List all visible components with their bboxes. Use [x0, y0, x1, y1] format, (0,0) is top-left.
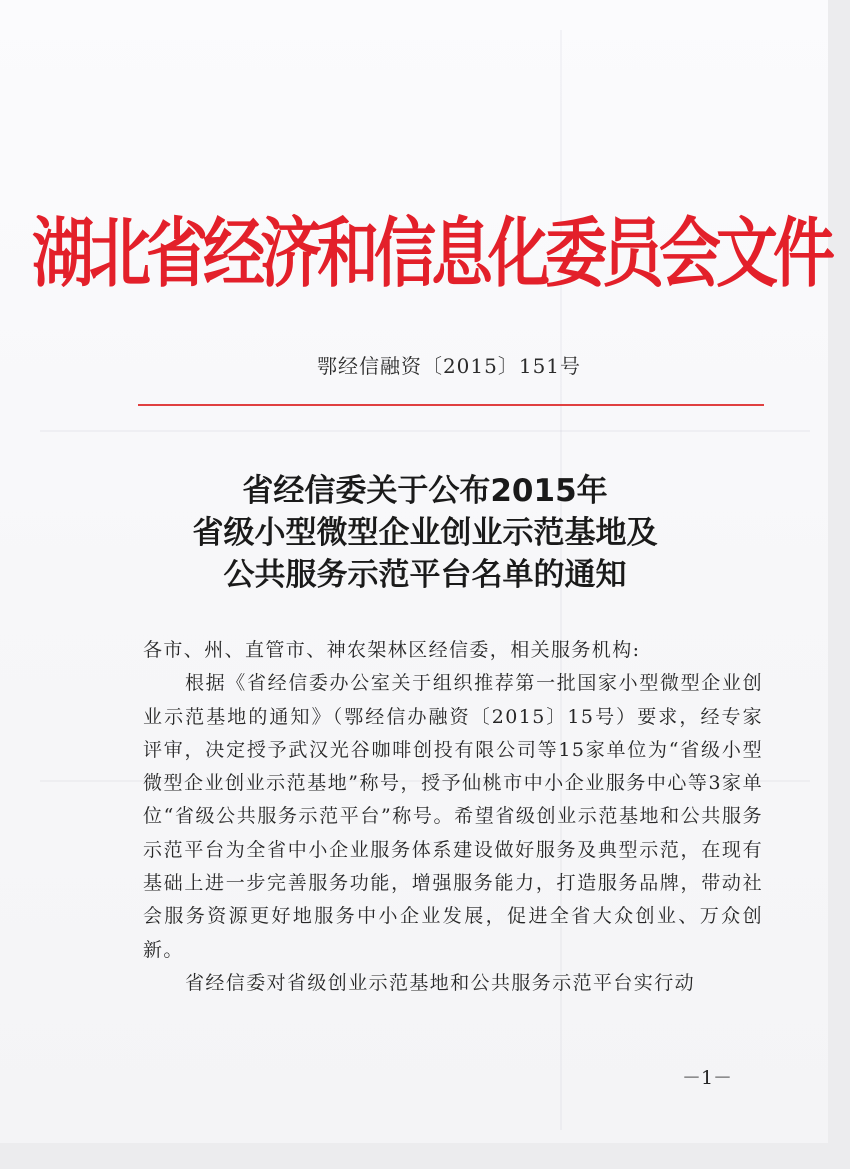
notice-title-line-2: 省级小型微型企业创业示范基地及 [192, 515, 658, 551]
page-number: －1－ [681, 1067, 733, 1089]
masthead-title: 湖北省经济和信息化委员会文件 [31, 208, 830, 299]
notice-body [143, 634, 763, 1000]
notice-title-line-3: 公共服务示范平台名单的通知 [223, 557, 627, 593]
document-number: 鄂经信融资〔2015〕151号 [316, 354, 582, 378]
scan-edge-bottom [0, 1143, 850, 1169]
body-paragraph-2: 省经信委对省级创业示范基地和公共服务示范平台实行动 [185, 971, 696, 994]
body-paragraph-1: 根据《省经信委办公室关于组织推荐第一批国家小型微型企业创业示范基地的通知》（鄂经信办融资〔2015〕15号）要求，经专家评审，决定授予武汉光谷咖啡创投有限公司等15家单位为“省级小型微型企业创业示范基地”称号，授予仙桃市中小企业服务中心等3家单位“省级公共服务示范平台”称号。希望省级创业示范基地和公共服务示范平台为全省中小企业服务体系建设做好服务及典型示范，在现有基础上进一步完善服务功能，增强服务能力，打造服务品牌，带动社会服务资源更好地服务中小企业发展，促进全省大众创业、万众创新。 [143, 672, 763, 961]
notice-title [0, 470, 850, 596]
red-divider [138, 404, 764, 406]
salutation: 各市、州、直管市、神农架林区经信委，相关服务机构: [143, 639, 641, 661]
paper-fold-line [40, 430, 810, 432]
notice-title-line-1: 省经信委关于公布2015年 [242, 473, 608, 509]
